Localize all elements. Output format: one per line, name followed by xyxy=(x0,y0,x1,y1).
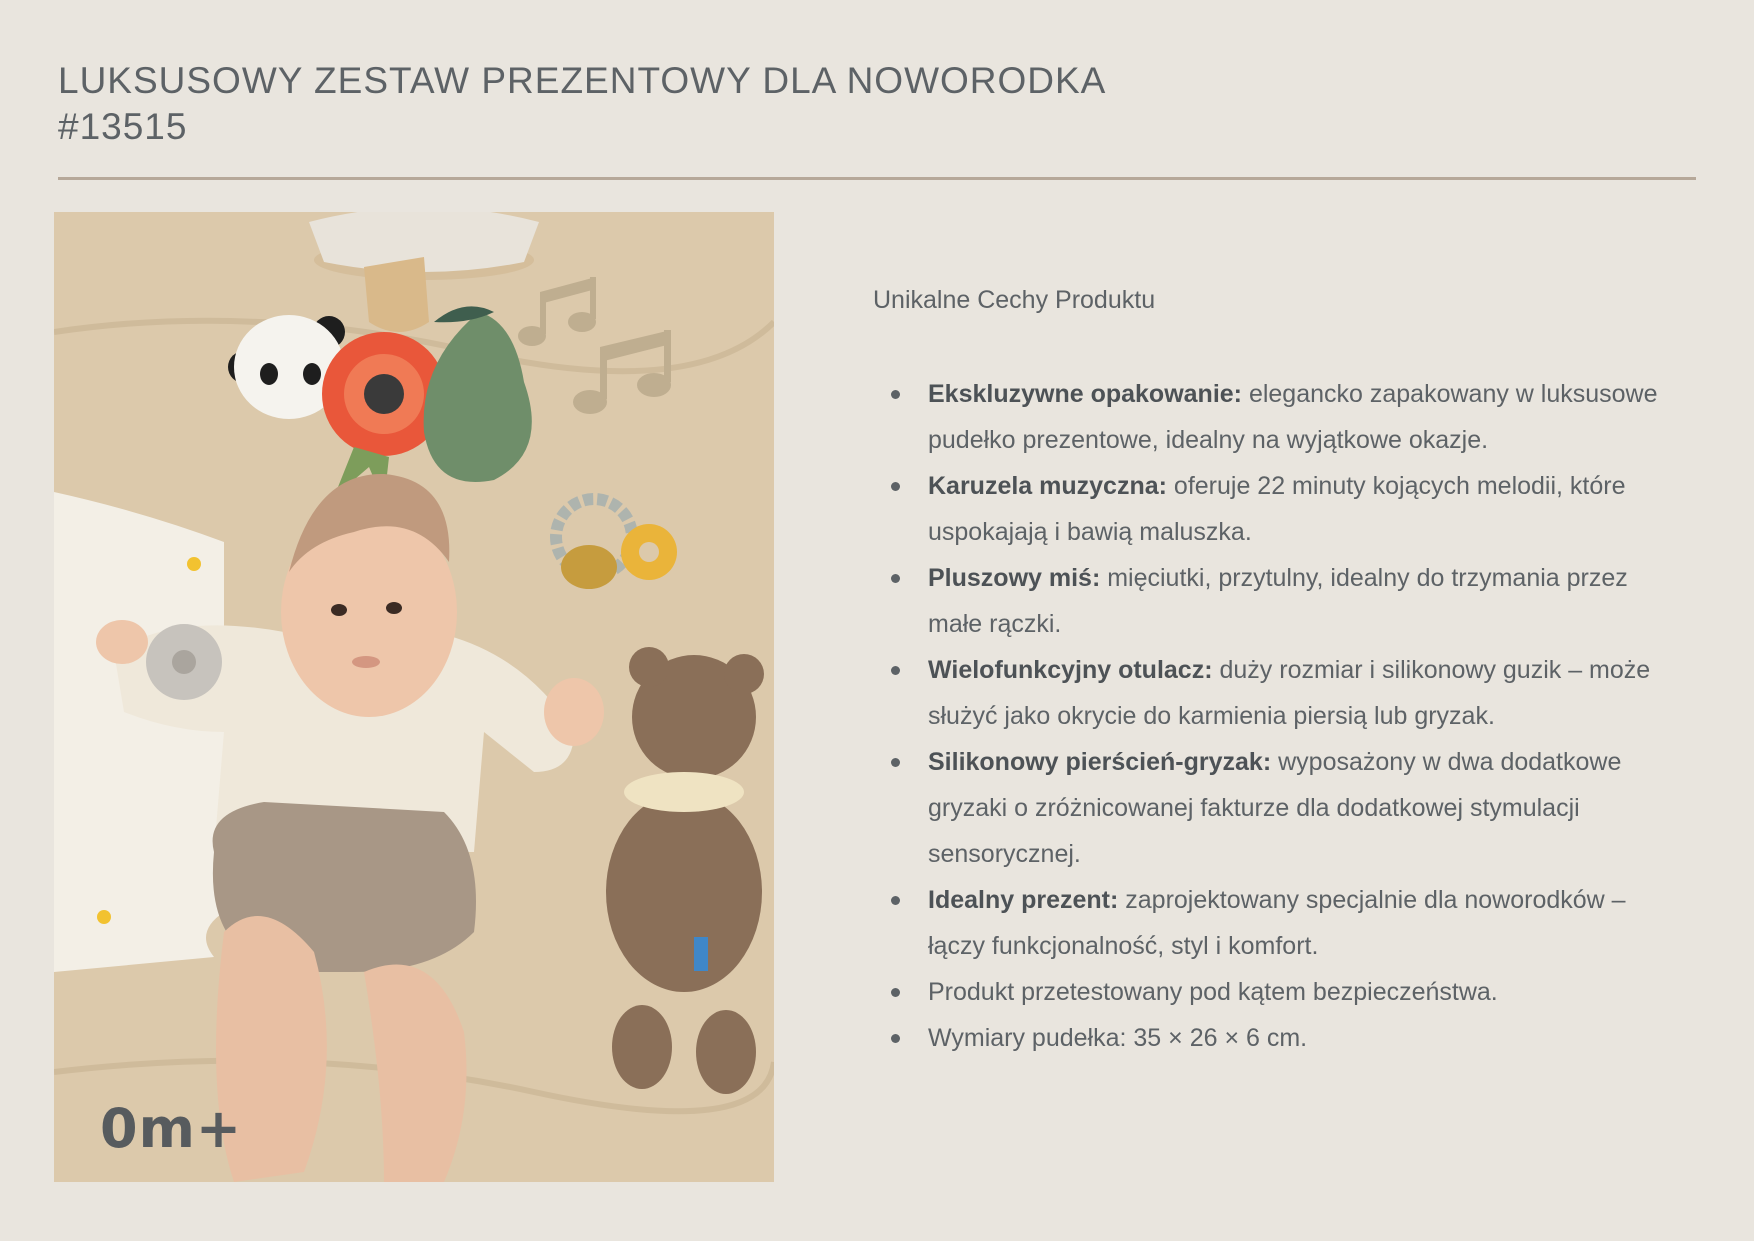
feature-text: Produkt przetestowany pod kątem bezpieczeństwa. xyxy=(928,978,1498,1006)
product-title: LUKSUSOWY ZESTAW PREZENTOWY DLA NOWORODKA xyxy=(58,60,1107,101)
feature-label: Karuzela muzyczna: xyxy=(928,472,1167,500)
feature-text: zaprojektowany specjalnie dla noworodków – łączy funkcjonalność, styl i komfort. xyxy=(928,886,1626,960)
feature-text: oferuje 22 minuty kojących melodii, które uspokajają i bawią maluszka. xyxy=(928,472,1626,546)
list-item xyxy=(886,463,1666,555)
feature-label: Wielofunkcyjny otulacz: xyxy=(928,656,1213,684)
product-code: #13515 xyxy=(58,106,188,147)
features-list xyxy=(886,371,1666,1061)
feature-text: duży rozmiar i silikonowy guzik – może służyć jako okrycie do karmienia piersią lub gryzak. xyxy=(928,656,1651,730)
feature-label: Ekskluzywne opakowanie: xyxy=(928,380,1242,408)
feature-text: wyposażony w dwa dodatkowe gryzaki o zróżnicowanej fakturze dla dodatkowej stymulacji sensorycznej. xyxy=(928,748,1622,868)
list-item xyxy=(886,371,1666,463)
list-item xyxy=(886,647,1666,739)
feature-text: Wymiary pudełka: 35 × 26 × 6 cm. xyxy=(928,1024,1308,1052)
feature-text: mięciutki, przytulny, idealny do trzymania przez małe rączki. xyxy=(928,564,1628,638)
feature-label: Pluszowy miś: xyxy=(928,564,1101,592)
product-photo-illustration xyxy=(54,212,774,1182)
features-heading: Unikalne Cechy Produktu xyxy=(873,286,1156,314)
list-item xyxy=(886,1015,1666,1061)
list-item xyxy=(886,555,1666,647)
divider xyxy=(58,177,1696,180)
list-item xyxy=(886,739,1666,877)
feature-label: Silikonowy pierścień-gryzak: xyxy=(928,748,1272,776)
feature-label: Idealny prezent: xyxy=(928,886,1119,914)
page-title xyxy=(58,58,1106,150)
age-badge: 0m+ xyxy=(100,1097,243,1160)
feature-text: elegancko zapakowany w luksusowe pudełko prezentowe, idealny na wyjątkowe okazje. xyxy=(928,380,1658,454)
list-item xyxy=(886,969,1666,1015)
list-item xyxy=(886,877,1666,969)
product-photo xyxy=(54,212,774,1182)
